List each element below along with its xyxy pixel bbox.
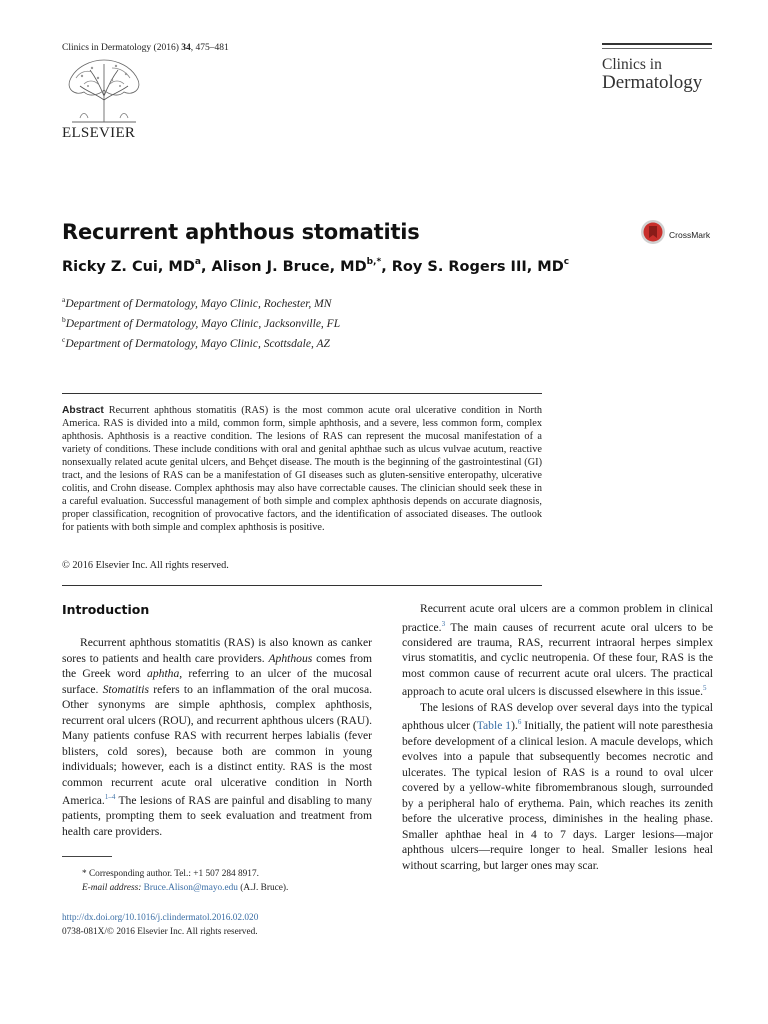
crossmark-icon	[640, 219, 666, 250]
issn-line: 0738-081X/© 2016 Elsevier Inc. All rights reserved.	[62, 927, 258, 937]
citation-link[interactable]: 3	[441, 619, 446, 628]
abstract-bottom-rule	[62, 585, 542, 586]
body-paragraph: Recurrent acute oral ulcers are a common problem in clinical practice.$^3$ The main causes of recurrent acute oral ulcers to be considered are trauma, RAS, recurrent intraoral herpes simplex virus stomatitis, and cyclic neutropenia. Of these four, RAS is the most common cause of recurrent acute oral ulcers. The practical approach to acute oral ulcers is discussed elsewhere in this issue.$^5$	[402, 602, 713, 699]
crossmark-label: CrossMark	[669, 229, 711, 240]
doi-link[interactable]: http://dx.doi.org/10.1016/j.clindermatol.2016.02.020	[62, 913, 259, 923]
citation-link[interactable]: 5	[703, 684, 707, 693]
publisher-name: ELSEVIER	[62, 125, 136, 141]
body-paragraph: The lesions of RAS develop over several days into the typical aphthous ulcer (Table 1).$^6$ Initially, the patient will note paresthesia before development of a clinical lesion. A macule develops, which evolves into a papule that subsequently becomes necrotic and ulcerates. The typical lesion of RAS is a round to oval ulcer covered by a yellow-white fibromembranous slough, surrounded by a peripheral halo of erythema. Pain, which reaches its zenith before the ulcerative process, diminishes in the healing phase. Smaller aphthae heal in 4 to 7 days. Larger lesions—major aphthous ulcers—require longer to heal. Smaller lesions heal without scarring, but larger ones may scar.	[402, 700, 713, 872]
abstract	[62, 404, 542, 534]
table-link[interactable]: Table 1	[476, 719, 512, 733]
brand-rule	[602, 43, 712, 45]
email-link[interactable]: Bruce.Alison@mayo.edu	[143, 883, 238, 893]
brand-rule-thin	[602, 48, 712, 49]
citation-link[interactable]: 6	[517, 718, 522, 727]
abstract-text: Recurrent aphthous stomatitis (RAS) is the most common acute oral ulcerative condition in North America. RAS is divided into a mild, common form, simple aphthosis, and a severe, less common form, complex aphthosis. Aphthosis is a reactive condition. The lesions of RAS can represent the mucosal manifestation of a variety of conditions. These include conditions with oral and genital aphthae such as ulcus vulvae acutum, reactive nonsexually related acute genital ulcers, and Behçet disease. The mouth is the beginning of the gastrointestinal (GI) tract, and the lesions of RAS can be a manifestation of GI diseases such as gluten-sensitive enteropathy, ulcerative colitis, and Crohn disease. Complex aphthosis may also have correctable causes. The clinician should seek these in a careful evaluation. Successful management of both simple and complex aphthosis depends on accurate diagnosis, proper classification, recognition of provocative factors, and the identification of associated diseases. The outlook for patients with both simple and complex aphthosis is positive.	[62, 405, 542, 533]
author-sup: b,*	[366, 257, 382, 267]
affiliation: $^a$Department of Dermatology, Mayo Clinic, Rochester, MN	[62, 295, 332, 310]
author-name: Ricky Z. Cui, MD	[62, 259, 195, 275]
citation-link[interactable]: 1–4	[104, 793, 116, 801]
journal-brand	[602, 43, 712, 93]
brand-line-2: Dermatology	[602, 72, 703, 93]
author-name: Roy S. Rogers III, MD	[391, 259, 564, 275]
body-paragraph: Recurrent aphthous stomatitis (RAS) is also known as canker sores to patients and health care providers. Aphthous comes from the Greek word aphtha, referring to an ulcer of the mucosal surface. Stomatitis refers to an inflammation of the oral mucosa. Other synonyms are simple aphthosis, complex aphthosis, recurrent oral ulcers (ROU), and recurrent aphthous ulcers (RAU). Many patients confuse RAS with recurrent herpes labialis (fever blisters, cold sores), because both are common in young individuals; however, each is a distinct entity. RAS is the most common recurrent acute oral ulcerative condition in North America.$^{1-4}$ The lesions of RAS are painful and disabling to many patients, prompting them to seek evaluation and treatment from health care providers.	[62, 636, 373, 838]
crossmark-badge[interactable]	[640, 219, 710, 250]
footnote	[62, 867, 382, 895]
brand-line-1: Clinics in	[602, 56, 662, 73]
email-line: E-mail address: Bruce.Alison@mayo.edu (A.J. Bruce).	[82, 883, 289, 893]
left-column	[62, 602, 372, 839]
journal-reference: Clinics in Dermatology (2016) 34, 475–481	[62, 43, 229, 53]
author-sup: a	[194, 257, 201, 267]
author-sup: c	[563, 257, 570, 267]
abstract-label: Abstract	[62, 405, 104, 416]
section-heading: Introduction	[62, 602, 150, 617]
affiliations	[62, 292, 340, 351]
footnote-rule	[62, 856, 112, 857]
affiliation: $^c$Department of Dermatology, Mayo Clinic, Scottsdale, AZ	[62, 334, 330, 350]
affiliation: $^b$Department of Dermatology, Mayo Clinic, Jacksonville, FL	[62, 314, 341, 330]
right-column	[402, 601, 713, 873]
author-list: Ricky Z. Cui, $MD^a$, Alison J. Bruce, $MD^{b,*}$, Roy S. Rogers III, $MD^c$	[62, 257, 570, 275]
author-name: Alison J. Bruce, MD	[211, 259, 367, 275]
abstract-top-rule	[62, 393, 542, 394]
abstract-copyright: © 2016 Elsevier Inc. All rights reserved.	[62, 560, 229, 571]
article-title: Recurrent aphthous stomatitis	[62, 220, 420, 244]
corresponding-author: * Corresponding author. Tel.: +1 507 284 8917.	[82, 869, 259, 879]
doi-block	[62, 911, 258, 939]
